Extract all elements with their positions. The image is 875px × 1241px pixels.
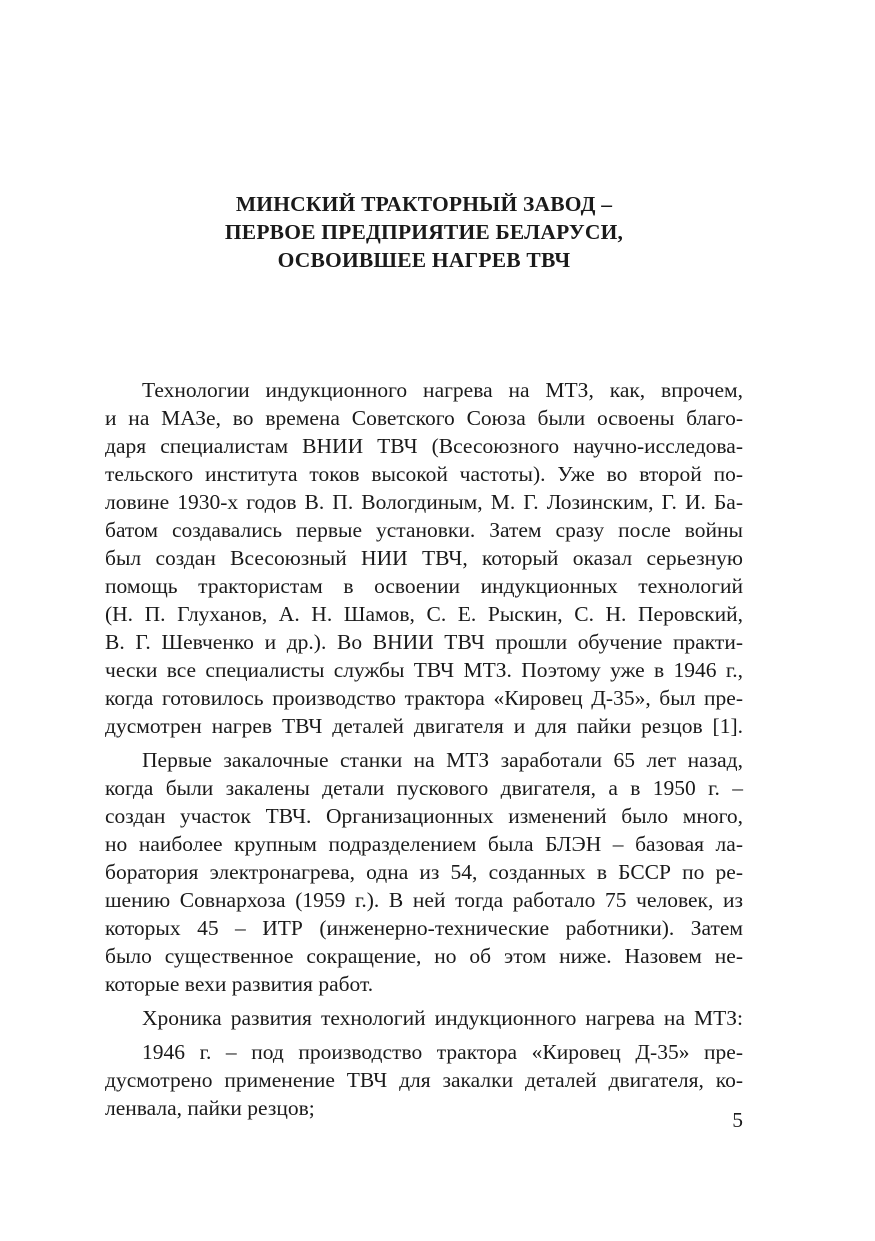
page-number: 5 [732, 1108, 743, 1132]
text-line: 1946 г. – под производство трактора «Кировец Д-35» пре- [142, 1040, 743, 1064]
text-line: которых 45 – ИТР (инженерно-технические работники). Затем [105, 916, 743, 940]
text-line: дусмотрен нагрев ТВЧ деталей двигателя и для пайки резцов [1]. [105, 714, 743, 738]
text-line: даря специалистам ВНИИ ТВЧ (Всесоюзного научно-исследова- [105, 434, 743, 458]
text-line: В. Г. Шевченко и др.). Во ВНИИ ТВЧ прошли обучение практи- [105, 630, 743, 654]
text-line: боратория электронагрева, одна из 54, созданных в БССР по ре- [105, 860, 743, 884]
chapter-title-line: ПЕРВОЕ ПРЕДПРИЯТИЕ БЕЛАРУСИ, [224, 220, 624, 244]
text-line: Хроника развития технологий индукционного нагрева на МТЗ: [142, 1006, 743, 1030]
text-line: помощь трактористам в освоении индукционных технологий [105, 574, 743, 598]
paragraph [105, 376, 743, 740]
text-line: был создан Всесоюзный НИИ ТВЧ, который оказал серьезную [105, 546, 743, 570]
text-line: когда готовилось производство трактора «Кировец Д-35», был пре- [105, 686, 743, 710]
paragraph [105, 1004, 743, 1032]
text-line: когда были закалены детали пускового двигателя, а в 1950 г. – [105, 776, 743, 800]
text-line: дусмотрено применение ТВЧ для закалки деталей двигателя, ко- [105, 1068, 743, 1092]
text-line: Первые закалочные станки на МТЗ заработали 65 лет назад, [142, 748, 743, 772]
text-line: чески все специалисты службы ТВЧ МТЗ. Поэтому уже в 1946 г., [105, 658, 743, 682]
text-line: ленвала, пайки резцов; [105, 1096, 315, 1120]
text-line: но наиболее крупным подразделением была БЛЭН – базовая ла- [105, 832, 743, 856]
text-line: шению Совнархоза (1959 г.). В ней тогда работало 75 человек, из [105, 888, 743, 912]
text-line: создан участок ТВЧ. Организационных изменений было много, [105, 804, 743, 828]
chapter-title-line: ОСВОИВШЕЕ НАГРЕВ ТВЧ [277, 248, 571, 272]
chapter-title [105, 190, 743, 274]
text-line: и на МАЗе, во времена Советского Союза были освоены благо- [105, 406, 743, 430]
text-line: которые вехи развития работ. [105, 972, 374, 996]
text-line: батом создавались первые установки. Затем сразу после войны [105, 518, 743, 542]
text-line: было существенное сокращение, но об этом ниже. Назовем не- [105, 944, 743, 968]
text-line: Технологии индукционного нагрева на МТЗ, как, впрочем, [142, 378, 743, 402]
paragraph [105, 1038, 743, 1122]
paragraph [105, 746, 743, 998]
chapter-title-line: МИНСКИЙ ТРАКТОРНЫЙ ЗАВОД – [235, 192, 613, 216]
text-line: (Н. П. Глуханов, А. Н. Шамов, С. Е. Рыскин, С. Н. Перовский, [105, 602, 743, 626]
body-text [105, 376, 743, 1128]
text-line: тельского института токов высокой частоты). Уже во второй по- [105, 462, 743, 486]
text-line: ловине 1930-х годов В. П. Вологдиным, М. Г. Лозинским, Г. И. Ба- [105, 490, 743, 514]
